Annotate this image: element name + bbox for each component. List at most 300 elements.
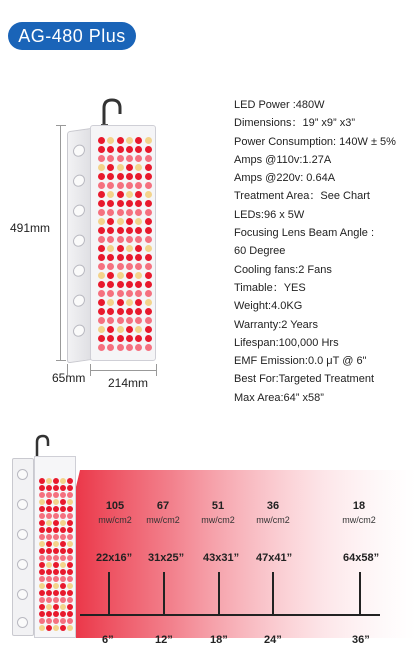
led-bulb-icon bbox=[39, 576, 45, 582]
led-bulb-icon bbox=[126, 200, 133, 207]
treatment-area-value: 43x31” bbox=[203, 552, 240, 564]
led-bulb-icon bbox=[39, 611, 45, 617]
fan-vent-icon bbox=[17, 559, 28, 570]
led-bulb-icon bbox=[145, 290, 152, 297]
spec-item: LEDs:96 x 5W bbox=[234, 208, 305, 221]
intensity-unit: mw/cm2 bbox=[146, 515, 180, 525]
spec-item: Power Consumption: 140W ± 5% bbox=[234, 135, 396, 148]
intensity-value: 51 bbox=[211, 500, 225, 512]
led-bulb-icon bbox=[53, 569, 59, 575]
led-bulb-icon bbox=[60, 541, 66, 547]
led-bulb-icon bbox=[98, 344, 105, 351]
led-bulb-icon bbox=[117, 209, 124, 216]
led-bulb-icon bbox=[117, 227, 124, 234]
led-bulb-icon bbox=[53, 555, 59, 561]
spec-item: Focusing Lens Beam Angle : bbox=[234, 227, 375, 240]
led-bulb-icon bbox=[135, 326, 142, 333]
led-bulb-icon bbox=[67, 485, 73, 491]
led-bulb-icon bbox=[107, 344, 114, 351]
width-dimension-line bbox=[90, 370, 156, 371]
led-bulb-icon bbox=[46, 562, 52, 568]
led-bulb-icon bbox=[126, 191, 133, 198]
led-bulb-icon bbox=[67, 597, 73, 603]
led-bulb-icon bbox=[67, 625, 73, 631]
led-bulb-icon bbox=[145, 335, 152, 342]
led-bulb-icon bbox=[67, 548, 73, 554]
led-bulb-icon bbox=[67, 534, 73, 540]
led-bulb-icon bbox=[53, 590, 59, 596]
led-bulb-icon bbox=[107, 236, 114, 243]
led-bulb-icon bbox=[53, 534, 59, 540]
led-bulb-icon bbox=[117, 218, 124, 225]
led-bulb-icon bbox=[39, 541, 45, 547]
led-bulb-icon bbox=[60, 625, 66, 631]
led-bulb-icon bbox=[67, 618, 73, 624]
led-bulb-icon bbox=[117, 263, 124, 270]
led-bulb-icon bbox=[46, 597, 52, 603]
led-bulb-icon bbox=[67, 513, 73, 519]
led-bulb-icon bbox=[135, 200, 142, 207]
led-bulb-icon bbox=[98, 245, 105, 252]
led-bulb-icon bbox=[53, 625, 59, 631]
led-bulb-icon bbox=[117, 146, 124, 153]
led-bulb-icon bbox=[53, 597, 59, 603]
treatment-area-value: 64x58” bbox=[343, 552, 380, 564]
led-bulb-icon bbox=[39, 485, 45, 491]
led-bulb-icon bbox=[107, 218, 114, 225]
led-bulb-icon bbox=[39, 625, 45, 631]
led-bulb-icon bbox=[53, 576, 59, 582]
spec-item: Dimensions：19” x9” x3” bbox=[234, 117, 356, 130]
led-bulb-icon bbox=[53, 485, 59, 491]
led-bulb-icon bbox=[53, 478, 59, 484]
led-bulb-icon bbox=[126, 164, 133, 171]
led-bulb-icon bbox=[98, 164, 105, 171]
chart-column bbox=[193, 500, 243, 525]
spec-item: 60 Degree bbox=[234, 245, 286, 258]
led-bulb-icon bbox=[60, 583, 66, 589]
fan-vent-icon bbox=[17, 617, 28, 628]
led-bulb-icon bbox=[46, 618, 52, 624]
led-bulb-icon bbox=[60, 492, 66, 498]
led-bulb-icon bbox=[145, 164, 152, 171]
fan-vent-icon bbox=[17, 469, 28, 480]
led-bulb-icon bbox=[98, 191, 105, 198]
led-bulb-icon bbox=[117, 200, 124, 207]
led-bulb-icon bbox=[107, 335, 114, 342]
intensity-unit: mw/cm2 bbox=[256, 515, 290, 525]
led-bulb-icon bbox=[60, 576, 66, 582]
led-bulb-icon bbox=[46, 527, 52, 533]
led-bulb-icon bbox=[135, 164, 142, 171]
led-bulb-icon bbox=[135, 173, 142, 180]
distance-baseline bbox=[80, 614, 380, 616]
led-bulb-icon bbox=[39, 506, 45, 512]
led-bulb-icon bbox=[98, 173, 105, 180]
led-bulb-icon bbox=[107, 245, 114, 252]
led-bulb-icon bbox=[39, 520, 45, 526]
led-bulb-icon bbox=[98, 146, 105, 153]
led-bulb-icon bbox=[117, 164, 124, 171]
led-bulb-icon bbox=[107, 281, 114, 288]
led-bulb-icon bbox=[67, 492, 73, 498]
led-bulb-icon bbox=[126, 173, 133, 180]
led-bulb-icon bbox=[39, 513, 45, 519]
led-bulb-icon bbox=[39, 527, 45, 533]
intensity-unit: mw/cm2 bbox=[98, 515, 132, 525]
led-bulb-icon bbox=[46, 604, 52, 610]
led-bulb-icon bbox=[39, 555, 45, 561]
led-bulb-icon bbox=[117, 245, 124, 252]
led-bulb-icon bbox=[145, 236, 152, 243]
fan-vent-icon bbox=[17, 589, 28, 600]
led-bulb-icon bbox=[60, 562, 66, 568]
led-bulb-icon bbox=[126, 326, 133, 333]
led-bulb-icon bbox=[145, 272, 152, 279]
led-bulb-icon bbox=[98, 326, 105, 333]
led-bulb-icon bbox=[53, 548, 59, 554]
led-bulb-icon bbox=[98, 182, 105, 189]
led-bulb-icon bbox=[39, 478, 45, 484]
led-bulb-icon bbox=[107, 272, 114, 279]
distance-label: 18” bbox=[210, 634, 228, 646]
led-bulb-icon bbox=[53, 520, 59, 526]
intensity-value: 67 bbox=[156, 500, 170, 512]
led-bulb-icon bbox=[39, 534, 45, 540]
led-bulb-icon bbox=[117, 182, 124, 189]
treatment-area-value: 22x16” bbox=[96, 552, 133, 564]
led-bulb-icon bbox=[145, 245, 152, 252]
led-bulb-icon bbox=[145, 209, 152, 216]
led-bulb-icon bbox=[67, 506, 73, 512]
led-bulb-icon bbox=[117, 173, 124, 180]
led-bulb-icon bbox=[60, 548, 66, 554]
led-bulb-icon bbox=[46, 513, 52, 519]
led-bulb-icon bbox=[107, 290, 114, 297]
led-bulb-icon bbox=[135, 335, 142, 342]
intensity-unit: mw/cm2 bbox=[342, 515, 376, 525]
fan-vent-icon bbox=[73, 174, 85, 188]
distance-marker bbox=[218, 572, 220, 616]
led-bulb-icon bbox=[135, 245, 142, 252]
led-bulb-icon bbox=[53, 541, 59, 547]
led-bulb-icon bbox=[117, 299, 124, 306]
chart-column bbox=[334, 500, 384, 525]
led-bulb-icon bbox=[135, 218, 142, 225]
led-bulb-icon bbox=[60, 534, 66, 540]
led-bulb-icon bbox=[60, 597, 66, 603]
led-bulb-icon bbox=[39, 499, 45, 505]
led-bulb-icon bbox=[46, 499, 52, 505]
led-bulb-icon bbox=[53, 513, 59, 519]
led-bulb-icon bbox=[46, 548, 52, 554]
led-bulb-icon bbox=[67, 604, 73, 610]
distance-label: 6” bbox=[102, 634, 114, 646]
led-bulb-icon bbox=[126, 227, 133, 234]
distance-label: 24” bbox=[264, 634, 282, 646]
led-bulb-icon bbox=[98, 200, 105, 207]
led-bulb-icon bbox=[67, 611, 73, 617]
led-bulb-icon bbox=[60, 590, 66, 596]
led-bulb-icon bbox=[98, 137, 105, 144]
led-bulb-icon bbox=[126, 308, 133, 315]
led-bulb-icon bbox=[135, 209, 142, 216]
led-bulb-icon bbox=[107, 200, 114, 207]
led-bulb-icon bbox=[135, 308, 142, 315]
led-bulb-icon bbox=[135, 281, 142, 288]
led-array bbox=[38, 477, 74, 631]
led-bulb-icon bbox=[107, 155, 114, 162]
fan-vent-icon bbox=[73, 204, 85, 218]
led-bulb-icon bbox=[53, 506, 59, 512]
led-bulb-icon bbox=[135, 191, 142, 198]
distance-label: 36” bbox=[352, 634, 370, 646]
led-bulb-icon bbox=[107, 308, 114, 315]
led-bulb-icon bbox=[126, 209, 133, 216]
height-label: 491mm bbox=[10, 221, 51, 235]
distance-marker bbox=[272, 572, 274, 616]
led-bulb-icon bbox=[145, 326, 152, 333]
led-bulb-icon bbox=[60, 527, 66, 533]
led-bulb-icon bbox=[135, 290, 142, 297]
led-bulb-icon bbox=[126, 236, 133, 243]
distance-marker bbox=[163, 572, 165, 616]
led-bulb-icon bbox=[135, 146, 142, 153]
led-bulb-icon bbox=[39, 590, 45, 596]
led-bulb-icon bbox=[135, 182, 142, 189]
depth-label: 65mm bbox=[52, 371, 86, 385]
led-bulb-icon bbox=[53, 618, 59, 624]
led-bulb-icon bbox=[39, 548, 45, 554]
led-bulb-icon bbox=[126, 245, 133, 252]
distance-marker bbox=[359, 572, 361, 616]
panel-side bbox=[12, 458, 34, 636]
led-bulb-icon bbox=[46, 625, 52, 631]
led-bulb-icon bbox=[46, 534, 52, 540]
dimension-tick bbox=[56, 360, 66, 361]
led-bulb-icon bbox=[107, 263, 114, 270]
led-bulb-icon bbox=[126, 290, 133, 297]
intensity-value: 105 bbox=[105, 500, 125, 512]
led-bulb-icon bbox=[126, 182, 133, 189]
led-bulb-icon bbox=[60, 569, 66, 575]
led-bulb-icon bbox=[145, 191, 152, 198]
led-bulb-icon bbox=[135, 263, 142, 270]
led-bulb-icon bbox=[67, 541, 73, 547]
led-bulb-icon bbox=[39, 604, 45, 610]
led-bulb-icon bbox=[126, 335, 133, 342]
led-bulb-icon bbox=[98, 281, 105, 288]
led-bulb-icon bbox=[117, 155, 124, 162]
led-bulb-icon bbox=[60, 604, 66, 610]
led-bulb-icon bbox=[117, 281, 124, 288]
led-bulb-icon bbox=[39, 562, 45, 568]
led-bulb-icon bbox=[126, 299, 133, 306]
led-bulb-icon bbox=[126, 344, 133, 351]
led-bulb-icon bbox=[53, 604, 59, 610]
intensity-value: 18 bbox=[352, 500, 366, 512]
led-bulb-icon bbox=[135, 236, 142, 243]
led-bulb-icon bbox=[53, 492, 59, 498]
led-bulb-icon bbox=[145, 137, 152, 144]
led-bulb-icon bbox=[145, 200, 152, 207]
led-bulb-icon bbox=[107, 317, 114, 324]
chart-column bbox=[248, 500, 298, 525]
spec-item: Weight:4.0KG bbox=[234, 300, 303, 313]
led-bulb-icon bbox=[145, 227, 152, 234]
spec-item: LED Power :480W bbox=[234, 99, 325, 111]
led-bulb-icon bbox=[46, 611, 52, 617]
led-bulb-icon bbox=[46, 583, 52, 589]
led-bulb-icon bbox=[60, 513, 66, 519]
panel-side bbox=[67, 128, 91, 363]
led-bulb-icon bbox=[60, 618, 66, 624]
led-bulb-icon bbox=[98, 290, 105, 297]
led-bulb-icon bbox=[145, 317, 152, 324]
intensity-unit: mw/cm2 bbox=[201, 515, 235, 525]
led-bulb-icon bbox=[145, 254, 152, 261]
led-bulb-icon bbox=[145, 218, 152, 225]
led-bulb-icon bbox=[98, 308, 105, 315]
spec-item: EMF Emission:0.0 μT @ 6" bbox=[234, 355, 367, 368]
led-bulb-icon bbox=[145, 299, 152, 306]
led-bulb-icon bbox=[98, 299, 105, 306]
led-panel-front bbox=[34, 456, 76, 638]
led-bulb-icon bbox=[60, 506, 66, 512]
product-title-badge: AG-480 Plus bbox=[8, 22, 136, 50]
led-bulb-icon bbox=[98, 218, 105, 225]
led-bulb-icon bbox=[135, 137, 142, 144]
fan-vent-icon bbox=[17, 529, 28, 540]
led-bulb-icon bbox=[117, 254, 124, 261]
led-bulb-icon bbox=[145, 263, 152, 270]
led-bulb-icon bbox=[126, 218, 133, 225]
spec-item: Treatment Area：See Chart bbox=[234, 190, 370, 203]
led-bulb-icon bbox=[46, 506, 52, 512]
fan-vent-icon bbox=[73, 324, 85, 338]
led-bulb-icon bbox=[98, 254, 105, 261]
spec-list bbox=[234, 96, 396, 407]
led-bulb-icon bbox=[67, 583, 73, 589]
led-bulb-icon bbox=[107, 254, 114, 261]
led-bulb-icon bbox=[53, 583, 59, 589]
intensity-value: 36 bbox=[266, 500, 280, 512]
led-bulb-icon bbox=[46, 541, 52, 547]
led-bulb-icon bbox=[67, 562, 73, 568]
spec-item: Best For:Targeted Treatment bbox=[234, 373, 375, 386]
treatment-area-value: 47x41” bbox=[256, 552, 293, 564]
fan-vent-icon bbox=[17, 499, 28, 510]
height-dimension-line bbox=[60, 125, 61, 361]
led-bulb-icon bbox=[145, 173, 152, 180]
led-bulb-icon bbox=[135, 254, 142, 261]
led-bulb-icon bbox=[60, 611, 66, 617]
fan-vent-icon bbox=[73, 234, 85, 248]
led-bulb-icon bbox=[117, 272, 124, 279]
led-bulb-icon bbox=[53, 611, 59, 617]
led-bulb-icon bbox=[135, 317, 142, 324]
treatment-area-value: 31x25” bbox=[148, 552, 185, 564]
led-bulb-icon bbox=[60, 478, 66, 484]
led-bulb-icon bbox=[98, 317, 105, 324]
led-bulb-icon bbox=[107, 146, 114, 153]
led-bulb-icon bbox=[98, 272, 105, 279]
fan-vent-icon bbox=[73, 294, 85, 308]
led-bulb-icon bbox=[126, 263, 133, 270]
led-bulb-icon bbox=[98, 335, 105, 342]
distance-marker bbox=[108, 572, 110, 616]
led-bulb-icon bbox=[107, 173, 114, 180]
led-bulb-icon bbox=[117, 326, 124, 333]
led-bulb-icon bbox=[46, 569, 52, 575]
led-bulb-icon bbox=[117, 344, 124, 351]
led-bulb-icon bbox=[53, 562, 59, 568]
led-bulb-icon bbox=[135, 272, 142, 279]
led-bulb-icon bbox=[46, 485, 52, 491]
led-bulb-icon bbox=[60, 555, 66, 561]
led-bulb-icon bbox=[67, 527, 73, 533]
led-bulb-icon bbox=[126, 155, 133, 162]
spec-item: Max Area:64” x58” bbox=[234, 391, 324, 404]
led-panel-front bbox=[90, 125, 156, 361]
led-bulb-icon bbox=[67, 590, 73, 596]
spec-item: Cooling fans:2 Fans bbox=[234, 263, 332, 276]
dimension-tick bbox=[156, 364, 157, 376]
led-bulb-icon bbox=[60, 485, 66, 491]
fan-vent-icon bbox=[73, 144, 85, 158]
chart-column bbox=[138, 500, 188, 525]
led-bulb-icon bbox=[60, 499, 66, 505]
led-bulb-icon bbox=[117, 335, 124, 342]
led-bulb-icon bbox=[39, 492, 45, 498]
led-bulb-icon bbox=[145, 182, 152, 189]
led-bulb-icon bbox=[117, 137, 124, 144]
led-bulb-icon bbox=[53, 527, 59, 533]
spec-item: Amps @220v: 0.64A bbox=[234, 172, 336, 185]
led-bulb-icon bbox=[145, 155, 152, 162]
led-bulb-icon bbox=[126, 281, 133, 288]
led-bulb-icon bbox=[117, 290, 124, 297]
led-bulb-icon bbox=[60, 520, 66, 526]
led-bulb-icon bbox=[126, 272, 133, 279]
led-bulb-icon bbox=[107, 299, 114, 306]
led-bulb-icon bbox=[107, 164, 114, 171]
led-bulb-icon bbox=[98, 227, 105, 234]
led-bulb-icon bbox=[67, 520, 73, 526]
led-bulb-icon bbox=[39, 597, 45, 603]
led-bulb-icon bbox=[46, 478, 52, 484]
led-bulb-icon bbox=[46, 590, 52, 596]
led-bulb-icon bbox=[117, 236, 124, 243]
led-bulb-icon bbox=[98, 236, 105, 243]
led-bulb-icon bbox=[107, 209, 114, 216]
fan-vent-icon bbox=[73, 264, 85, 278]
led-bulb-icon bbox=[39, 583, 45, 589]
chart-column bbox=[90, 500, 140, 525]
spec-item: Warranty:2 Years bbox=[234, 318, 318, 331]
led-bulb-icon bbox=[67, 569, 73, 575]
led-bulb-icon bbox=[67, 555, 73, 561]
led-bulb-icon bbox=[107, 227, 114, 234]
led-bulb-icon bbox=[126, 254, 133, 261]
led-bulb-icon bbox=[46, 492, 52, 498]
spec-item: Timable：YES bbox=[234, 281, 306, 294]
led-bulb-icon bbox=[135, 299, 142, 306]
led-bulb-icon bbox=[145, 308, 152, 315]
led-bulb-icon bbox=[117, 191, 124, 198]
led-bulb-icon bbox=[46, 520, 52, 526]
led-bulb-icon bbox=[46, 576, 52, 582]
